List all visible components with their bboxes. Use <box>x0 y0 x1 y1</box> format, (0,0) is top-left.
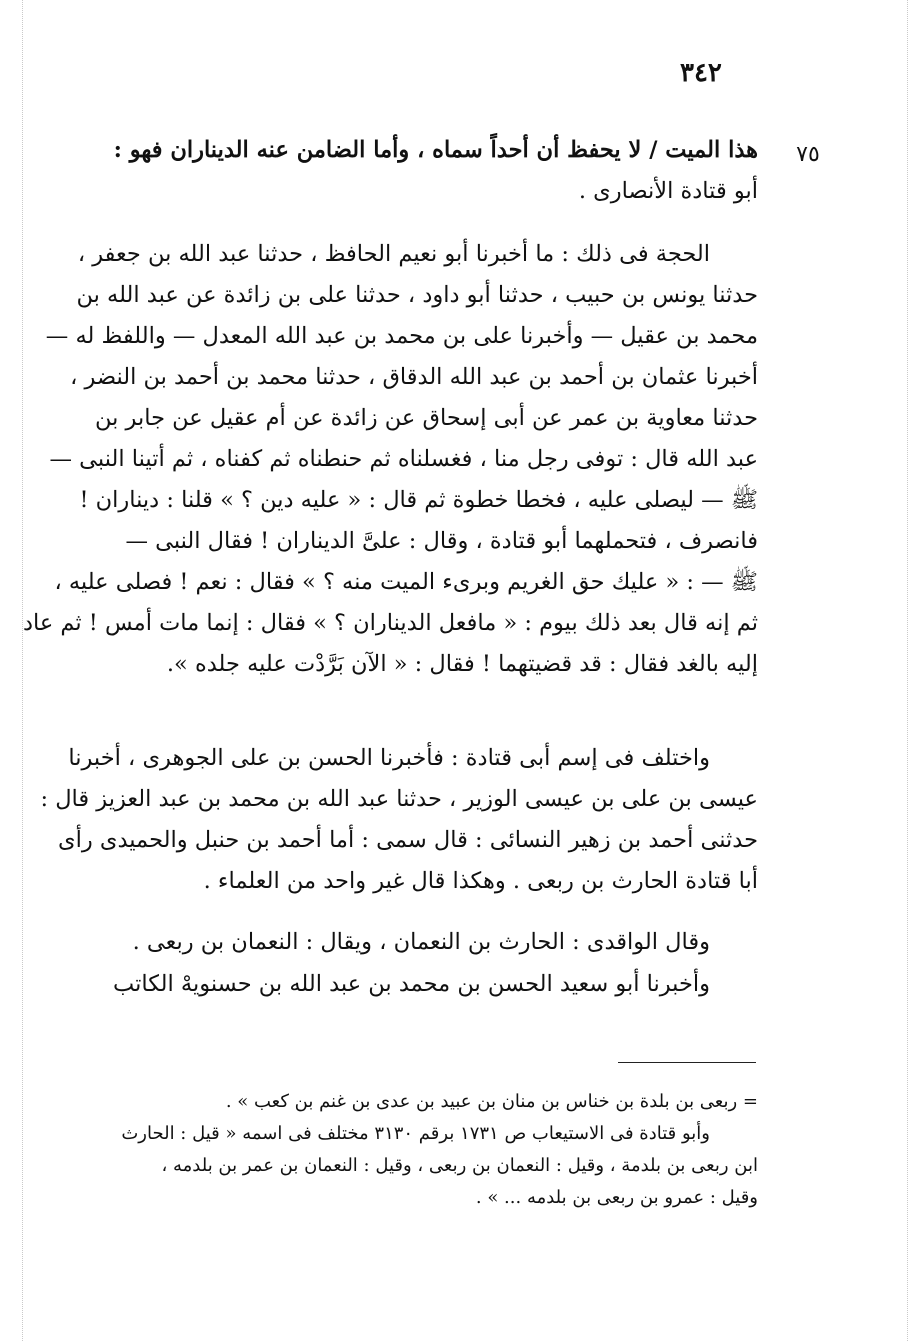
text-line: أبا قتادة الحارث بن ربعى . وهكذا قال غير واحد من العلماء . <box>203 868 758 894</box>
text-line: حدثنى أحمد بن زهير النسائى : قال سمى : أما أحمد بن حنبل والحميدى رأى <box>57 827 758 853</box>
text-line: أخبرنا عثمان بن أحمد بن عبد الله الدقاق ، حدثنا محمد بن أحمد بن النضر ، <box>70 364 758 390</box>
text-line: حدثنا يونس بن حبيب ، حدثنا أبو داود ، حدثنا على بن زائدة عن عبد الله بن <box>76 282 758 308</box>
paragraph-2 <box>22 234 758 685</box>
scan-edge-left <box>22 0 23 1341</box>
scan-edge-right <box>907 0 908 1341</box>
text-line: واختلف فى إسم أبى قتادة : فأخبرنا الحسن بن على الجوهرى ، أخبرنا <box>68 745 710 771</box>
text-line: ﷺ — : « عليك حق الغريم وبرىء الميت منه ؟ » فقال : نعم ! فصلى عليه ، <box>54 569 758 595</box>
footnote-separator <box>618 1062 756 1063</box>
text-line: ﷺ — ليصلى عليه ، فخطا خطوة ثم قال : « عليه دين ؟ » قلنا : ديناران ! <box>79 487 758 513</box>
text-line: وقال الواقدى : الحارث بن النعمان ، ويقال : النعمان بن ربعى . <box>132 929 710 955</box>
page-number: ٣٤٢ <box>680 58 722 88</box>
paragraph-5 <box>90 964 758 1005</box>
paragraph-1 <box>90 130 758 212</box>
text-line: وأخبرنا أبو سعيد الحسن بن محمد بن عبد الله بن حسنويهْ الكاتب <box>113 971 710 997</box>
text-line: أبو قتادة الأنصارى . <box>578 178 758 204</box>
footnote-line: وأبو قتادة فى الاستيعاب ص ١٧٣١ برقم ٣١٣٠ مختلف فى اسمه « قيل : الحارث <box>121 1123 710 1144</box>
paragraph-4 <box>90 922 758 963</box>
text-line: عبد الله قال : توفى رجل منا ، فغسلناه ثم حنطناه ثم كفناه ، ثم أتينا النبى — <box>49 446 758 472</box>
footnote <box>90 1086 758 1214</box>
text-line: فانصرف ، فتحملهما أبو قتادة ، وقال : علىَّ الديناران ! فقال النبى — <box>125 528 758 554</box>
line-number: ٧٥ <box>796 142 820 167</box>
text-line: عيسى بن على بن عيسى الوزير ، حدثنا عبد الله بن محمد بن عبد العزيز قال : <box>40 786 758 812</box>
text-line: هذا الميت / لا يحفظ أن أحداً سماه ، وأما الضامن عنه الديناران فهو : <box>113 137 758 163</box>
paragraph-3 <box>40 738 758 902</box>
text-line: حدثنا معاوية بن عمر عن أبى إسحاق عن زائدة عن أم عقيل عن جابر بن <box>95 405 758 431</box>
text-line: محمد بن عقيل — وأخبرنا على بن محمد بن عبد الله المعدل — واللفظ له — <box>45 323 758 349</box>
text-line: الحجة فى ذلك : ما أخبرنا أبو نعيم الحافظ ، حدثنا عبد الله بن جعفر ، <box>77 241 710 267</box>
text-line: ثم إنه قال بعد ذلك بيوم : « مافعل الديناران ؟ » فقال : إنما مات أمس ! ثم عاد <box>22 610 758 636</box>
text-line: إليه بالغد فقال : قد قضيتهما ! فقال : « الآن بَرَّدْت عليه جلده ». <box>166 651 758 677</box>
footnote-line: وقيل : عمرو بن ربعى بن بلدمه ... » . <box>475 1187 758 1208</box>
footnote-line: = ربعى بن بلدة بن خناس بن منان بن عبيد بن عدى بن غنم بن كعب » . <box>225 1091 758 1112</box>
footnote-line: ابن ربعى بن بلدمة ، وقيل : النعمان بن ربعى ، وقيل : النعمان بن عمر بن بلدمه ، <box>161 1155 758 1176</box>
